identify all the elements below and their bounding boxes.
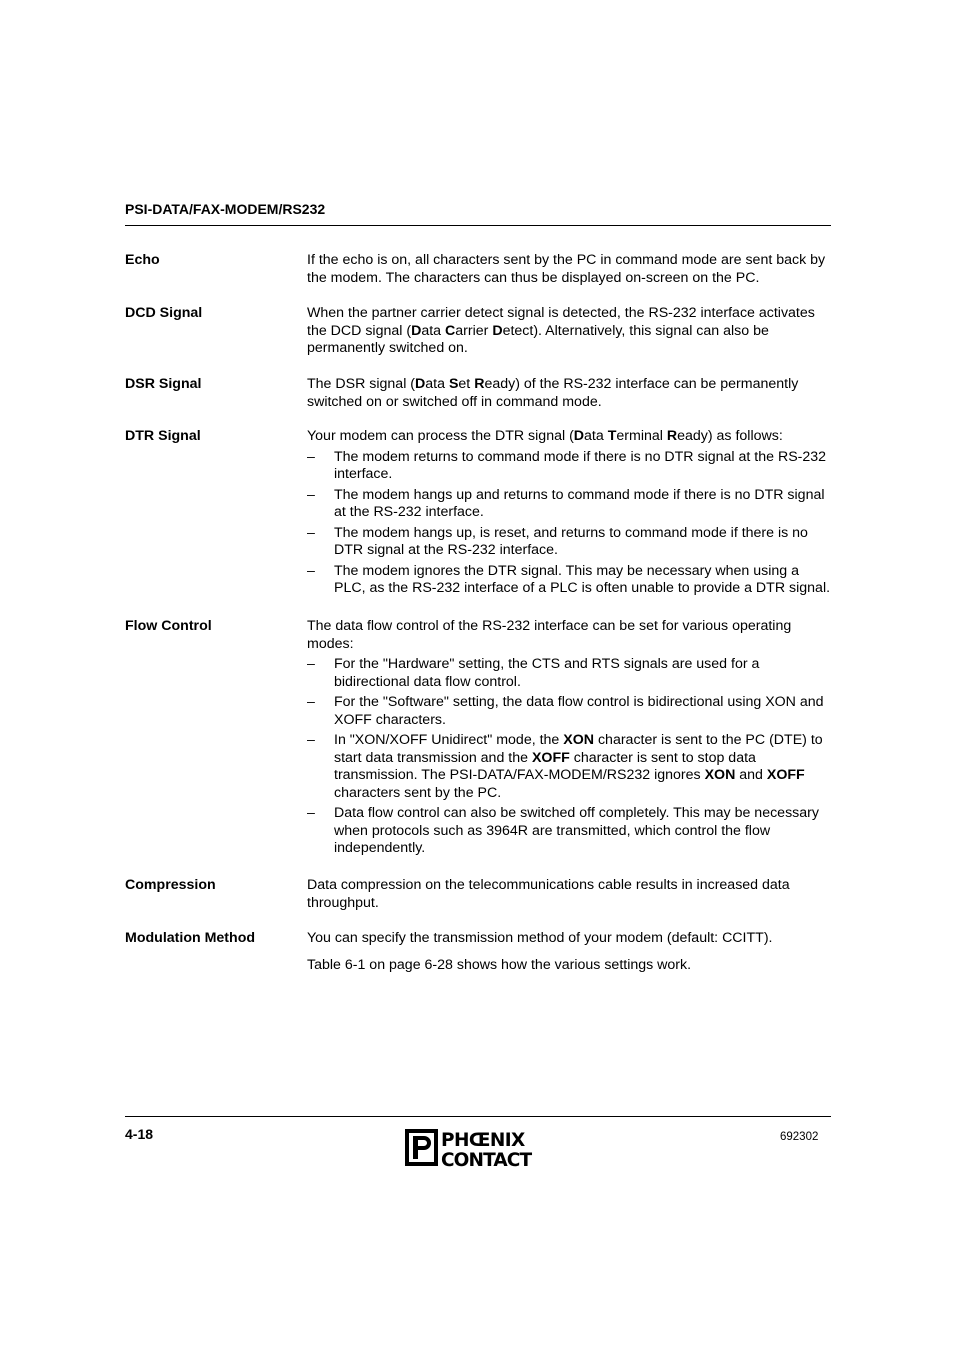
dtr-list [307, 449, 831, 598]
section-dsr-signal [125, 376, 831, 411]
flow-control-list [307, 656, 831, 858]
section-dtr-signal [125, 428, 831, 601]
running-header-title: PSI-DATA/FAX-MODEM/RS232 [125, 201, 326, 217]
term-echo: Echo [125, 252, 160, 268]
section-echo [125, 252, 831, 287]
phoenix-contact-logo-icon [404, 1128, 552, 1168]
footer-divider [125, 1116, 831, 1117]
list-item: – For the "Hardware" setting, the CTS and RTS signals are used for a bidirectional data flow control. [307, 656, 760, 690]
section-compression [125, 877, 831, 912]
list-item: – The modem returns to command mode if there is no DTR signal at the RS-232 interface. [307, 448, 827, 482]
svg-text:CONTACT: CONTACT [441, 1150, 532, 1168]
desc-dtr-signal: Your modem can process the DTR signal (Data Terminal Ready) as follows: [307, 428, 783, 444]
list-item: – Data flow control can also be switched off completely. This may be necessary when protocols such as 3964R are transmitted, which control the flow independently. [307, 805, 819, 856]
desc-modulation-method: You can specify the transmission method of your modem (default: CCITT). [307, 930, 773, 946]
desc-modulation-reference: Table 6-1 on page 6-28 shows how the various settings work. [307, 956, 692, 973]
header-divider [125, 225, 831, 226]
desc-compression: Data compression on the telecommunications cable results in increased data throughput. [307, 877, 790, 911]
section-dcd-signal [125, 305, 831, 358]
document-number: 692302 [780, 1131, 819, 1143]
list-item: – The modem ignores the DTR signal. This may be necessary when using a PLC, as the RS-232 interface of a PLC is often unable to provide a DTR signal. [307, 562, 831, 596]
list-item: – The modem hangs up and returns to command mode if there is no DTR signal at the RS-232 interface. [307, 486, 825, 520]
desc-dsr-signal: The DSR signal (Data Set Ready) of the RS-232 interface can be permanently switched on or switched off in command mode. [307, 376, 799, 410]
section-modulation-method [125, 930, 831, 974]
section-flow-control [125, 618, 831, 861]
phoenix-contact-logo [404, 1128, 552, 1174]
desc-flow-control: The data flow control of the RS-232 interface can be set for various operating modes: [307, 618, 792, 652]
term-compression: Compression [125, 877, 216, 893]
list-item: – In "XON/XOFF Unidirect" mode, the XON character is sent to the PC (DTE) to start data transmission and the XOFF character is sent to stop data transmission. The PSI-DATA/FAX-MODEM/RS232 ignores XON and XOFF characters sent by the PC. [307, 732, 823, 801]
desc-echo: If the echo is on, all characters sent by the PC in command mode are sent back by the modem. The characters can thus be displayed on-screen on the PC. [307, 252, 826, 286]
term-dsr-signal: DSR Signal [125, 376, 202, 392]
term-dtr-signal: DTR Signal [125, 428, 201, 444]
list-item: – The modem hangs up, is reset, and returns to command mode if there is no DTR signal at the RS-232 interface. [307, 524, 808, 558]
desc-dcd-signal: When the partner carrier detect signal is detected, the RS-232 interface activates the DCD signal (Data Carrier Detect). Alternatively, this signal can also be permanently switched on. [307, 305, 815, 356]
list-item: – For the "Software" setting, the data flow control is bidirectional using XON and XOFF characters. [307, 694, 824, 728]
page-number: 4-18 [125, 1126, 154, 1142]
term-flow-control: Flow Control [125, 618, 212, 634]
svg-text:PHŒNIX: PHŒNIX [441, 1130, 525, 1151]
term-modulation-method: Modulation Method [125, 930, 256, 946]
term-dcd-signal: DCD Signal [125, 305, 203, 321]
